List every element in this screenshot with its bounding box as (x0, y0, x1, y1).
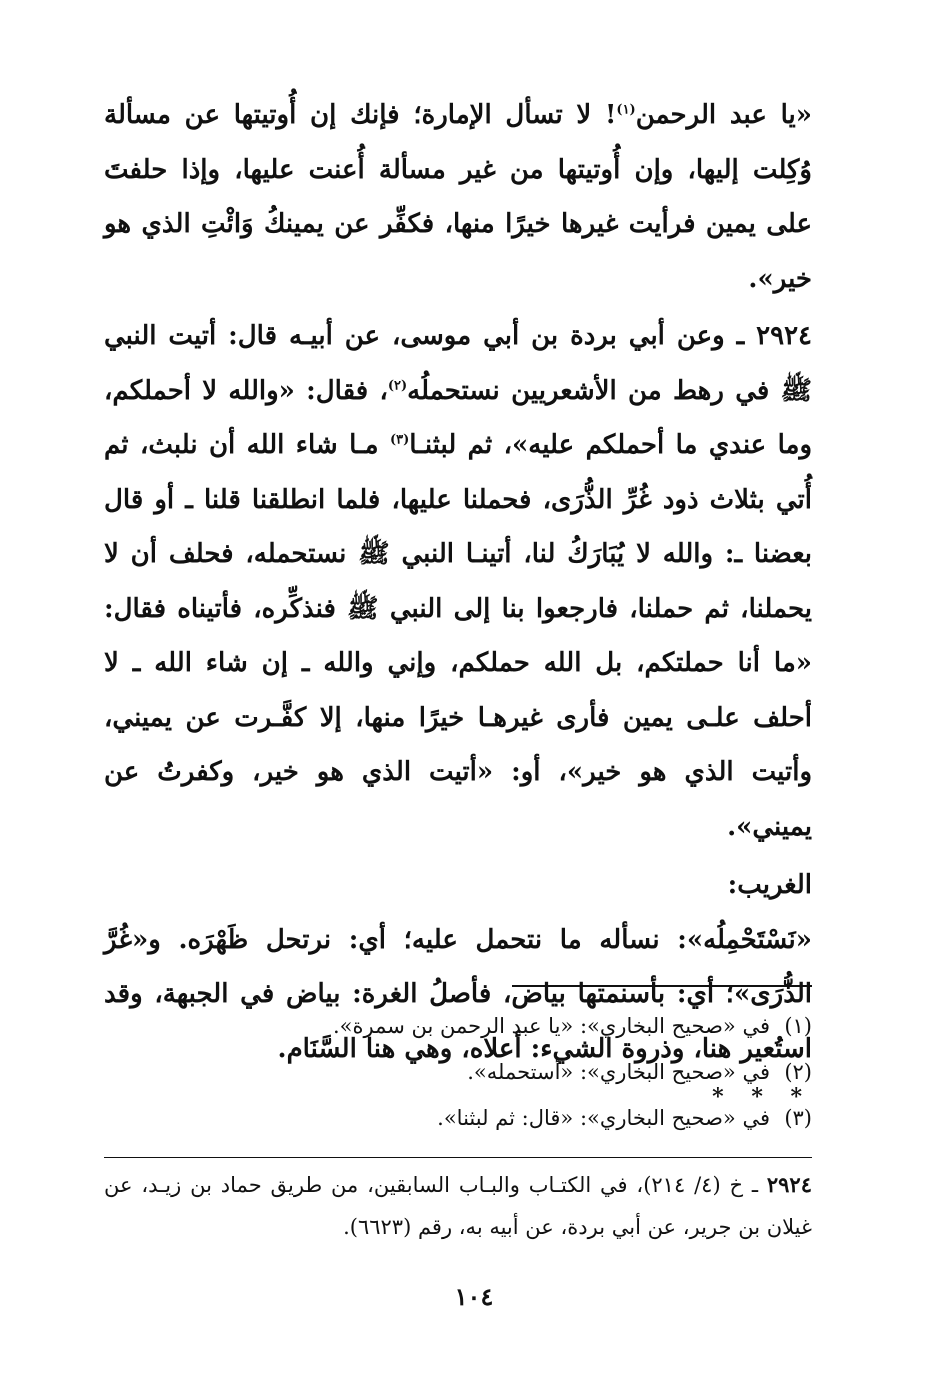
hadith-text-part-2: ، فقال: «والله لا أحملكم، وما عندي ما أحملكم عليه»، ثم لبثنـا (104, 375, 812, 460)
page-number: ١٠٤ (454, 1282, 494, 1311)
takhrij-text: ـ خ (٤/ ٢١٤)، في الكتـاب والبـاب السابقين، من طريق حماد بن زيـد، عن غيلان بن جرير، عن أبي بردة، عن أبيه به، رقم (٦٦٢٣). (104, 1173, 812, 1239)
main-text (104, 88, 812, 1112)
footnote-text: في «صحيح البخاري»: «قال: ثم لبثنا». (437, 1106, 770, 1130)
footnote-number: (١) (784, 1014, 812, 1038)
footnote-text: في «صحيح البخاري»: «أستحمله». (467, 1060, 770, 1084)
footnote-2 (300, 1049, 812, 1095)
footnote-divider (512, 985, 812, 987)
hadith-text-part-1: ـ وعن أبي بردة بن أبي موسى، عن أبيـه قال: أتيت النبي ﷺ في رهط من الأشعريين نستحملُه (104, 321, 813, 406)
footnote-ref-3: (٣) (389, 432, 410, 448)
gharib-text: «نَسْتَحْمِلُه»: نسأله ما نتحمل عليه؛ أي: نرتحل ظَهْرَه. و«غُرَّ الذُّرَى»؛ أي: بأسنمتها بياض، فأصلُ الغرة: بياض في الجبهة، وقد استُعير هنا، وذروة الشيء: أعلاه، وهي هنا السَّنَام. (104, 924, 812, 1064)
footnote-ref-2: (٢) (387, 377, 408, 393)
hadith-continuation (104, 88, 812, 306)
takhrij-divider (104, 1157, 812, 1158)
takhrij-section (104, 1164, 812, 1248)
section-separator: * * * (712, 1084, 812, 1110)
continuation-text-end: ! لا تسأل الإمارة؛ فإنك إن أُوتيتها عن مسألة وُكِلت إليها، وإن أُوتيتها من غير مسألة أُعنت عليها، وإذا حلفتَ على يمين فرأيت غيرها خيرًا منها، فكفِّر عن يمينكُ وَائْتِ الذي هو خير». (104, 100, 812, 294)
takhrij-entry (104, 1164, 812, 1248)
footnote-number: (٣) (784, 1106, 812, 1130)
footnote-3 (300, 1095, 812, 1141)
takhrij-number: ٢٩٢٤ (766, 1172, 812, 1197)
footnote-1 (300, 1003, 812, 1049)
footnotes (300, 1003, 812, 1141)
footnote-number: (٢) (784, 1060, 812, 1084)
gharib-heading: الغريب: (727, 870, 812, 900)
footnote-text: في «صحيح البخاري»: «يا عبد الرحمن بن سمرة». (332, 1014, 770, 1038)
hadith-2924 (104, 309, 812, 854)
hadith-text-part-3: مـا شاء الله أن نلبث، ثم أُتي بثلاث ذود غُرِّ الذُّرَى، فحملنا عليها، فلما انطلقنا قلنا ـ أو قال بعضنا ـ: والله لا يُبَارَكُ لنا، أتينـا النبي ﷺ نستحمله، فحلف أن لا يحملنا، ثم حملنا، فارجعوا بنا إلى النبي ﷺ فنذكِّره، فأتيناه فقال: «ما أنا حملتكم، بل الله حملكم، وإني والله ـ إن شاء الله ـ لا أحلف علـى يمين فأرى غيرهـا خيرًا منها، إلا كفَّـرت عن يميني، وأتيت الذي هو خير»، أو: «أتيت الذي هو خير، وكفرتُ عن يميني». (104, 430, 812, 842)
continuation-text-start: «يا عبد الرحمن (635, 100, 812, 130)
hadith-number: ٢٩٢٤ (756, 321, 812, 351)
footnote-ref-1: (١) (616, 102, 636, 118)
